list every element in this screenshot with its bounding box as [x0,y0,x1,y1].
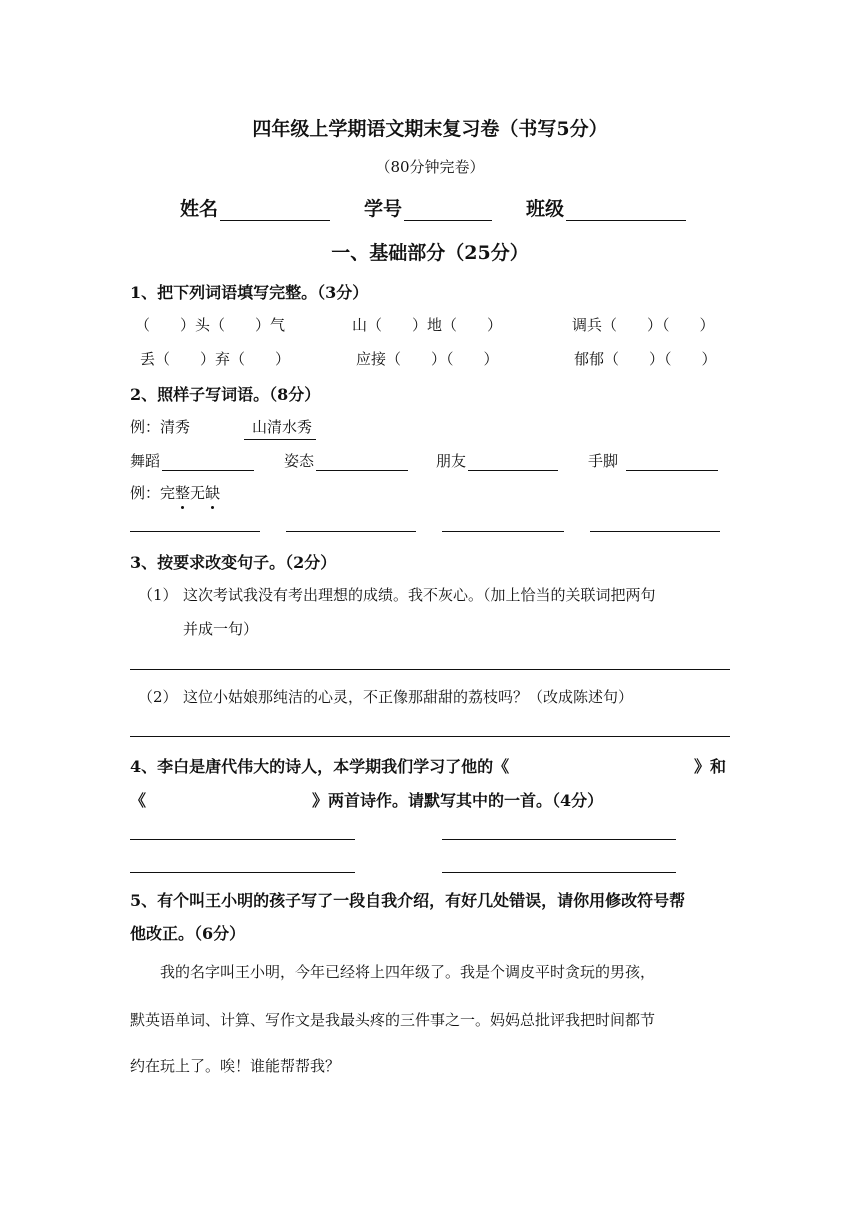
answer-line[interactable] [442,531,564,532]
number-label: 学号 [364,198,403,220]
answer-line[interactable] [130,531,260,532]
q2-word-label: 朋友 [436,452,467,470]
q3-item2-text: 这位小姑娘那纯洁的心灵，不正像那甜甜的荔枝吗？（改成陈述句） [183,688,634,706]
page-subtitle: （80分钟完卷） [375,158,485,176]
q1-item[interactable]: 山（ ）地（ ） [352,316,503,334]
answer-line[interactable] [130,839,355,840]
q5-text: 5、有个叫王小明的孩子写了一段自我介绍，有好几处错误，请你用修改符号帮 [130,891,686,910]
q5-paragraph-line: 我的名字叫王小明，今年已经将上四年级了。我是个调皮平时贪玩的男孩， [160,963,656,981]
q2-word-dance[interactable] [130,450,254,471]
q2-example-answer: 山清水秀 [244,416,316,440]
q5-paragraph-line: 约在玩上了。唉！谁能帮帮我？ [130,1057,341,1075]
q2-word-label: 姿态 [284,452,315,470]
q5-paragraph-line: 默英语单词、计算、写作文是我最头疼的三件事之一。妈妈总批评我把时间都节 [130,1011,656,1029]
answer-line[interactable] [130,669,730,670]
q2-blank[interactable] [626,452,718,471]
q2-example2-label: 例： [130,484,161,502]
q1-title: 1、把下列词语填写完整。（3分） [130,283,369,302]
q2-example-char: 无 [190,484,206,502]
q2-example-char: 完 [160,484,176,502]
q1-item[interactable]: 应接（ ）（ ） [356,350,499,368]
q2-word-hands-feet[interactable] [588,450,718,471]
q2-word-friend[interactable] [436,450,558,471]
q1-item[interactable]: （ ）头（ ）气 [135,316,286,334]
q2-word-label: 舞蹈 [130,452,161,470]
q1-item[interactable]: 调兵（ ）（ ） [572,316,715,334]
q3-title: 3、按要求改变句子。（2分） [130,553,337,572]
name-label: 姓名 [180,198,219,220]
q4-text: 4、李白是唐代伟大的诗人，本学期我们学习了他的《 [130,757,510,776]
q3-item1-text: 这次考试我没有考出理想的成绩。我不灰心。（加上恰当的关联词把两句 [183,586,656,604]
q3-item-number: （2） [138,688,178,706]
answer-line[interactable] [286,531,416,532]
q5-text-cont: 他改正。（6分） [130,924,246,943]
q2-blank[interactable] [468,452,558,471]
q2-blank[interactable] [162,452,254,471]
q2-example-char-dotted: 缺 [205,484,221,502]
answer-line[interactable] [442,872,676,873]
q1-item[interactable]: 郁郁（ ）（ ） [574,350,717,368]
q2-word-label: 手脚 [588,452,619,470]
answer-line[interactable] [590,531,720,532]
class-blank[interactable] [566,200,686,221]
q2-word-posture[interactable] [284,450,408,471]
name-field[interactable] [180,194,330,221]
class-label: 班级 [526,198,565,220]
number-field[interactable] [364,194,492,221]
answer-line[interactable] [442,839,676,840]
q4-text: 》和 [694,757,727,776]
number-blank[interactable] [404,200,492,221]
name-blank[interactable] [220,200,330,221]
q2-title: 2、照样子写词语。（8分） [130,385,321,404]
answer-line[interactable] [130,736,730,737]
q1-item[interactable]: 丢（ ）弃（ ） [140,350,291,368]
q2-example2 [130,482,220,503]
class-field[interactable] [526,194,686,221]
q4-text: 》两首诗作。请默写其中的一首。（4分） [312,791,604,810]
q3-item-number: （1） [138,586,178,604]
q3-item1-text-cont: 并成一句） [183,620,259,638]
q2-example-char-dotted: 整 [175,484,191,502]
q2-example-label: 例：清秀 [130,418,191,436]
q4-text: 《 [130,791,147,810]
section-heading: 一、基础部分（25分） [331,242,529,264]
page-title: 四年级上学期语文期末复习卷（书写5分） [252,118,608,140]
answer-line[interactable] [130,872,355,873]
q2-blank[interactable] [316,452,408,471]
